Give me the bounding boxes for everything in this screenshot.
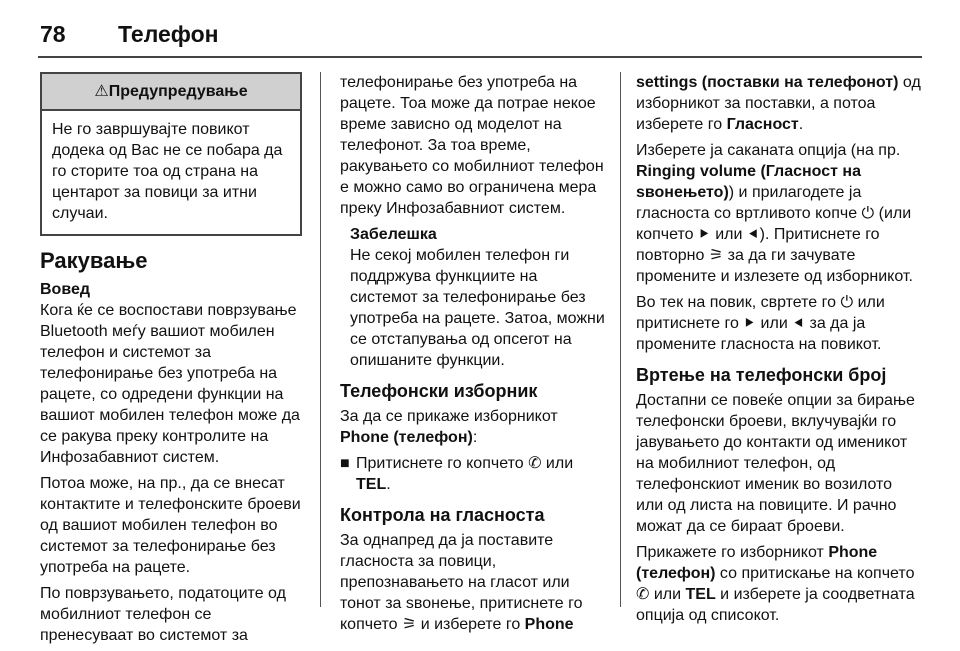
arrow-right-icon: ⯈ — [743, 315, 757, 332]
page-header — [40, 14, 219, 54]
bullet-item: ■ Притиснете го копчето ✆ или TEL. — [340, 455, 574, 493]
warning-title: Предупредување — [108, 83, 248, 100]
menu-paragraph: За да се прикаже изборникот Phone (телефон): — [340, 408, 558, 446]
heading-volume: Контрола на гласноста — [340, 505, 545, 525]
header-rule — [38, 56, 922, 58]
warning-body: Не го завршувајте повикот додека од Вас не се побара да го сторите тоа од страна на центарот за повици за итни случаи. — [52, 121, 283, 222]
column-divider-2 — [620, 72, 621, 607]
volume-label: Гласност — [726, 116, 799, 133]
call-volume-paragraph: Во тек на повик, свртете го ⏻ или притиснете го ⯈ или ⯇ за да ја промените гласноста на повикот. — [636, 294, 885, 353]
column-1 — [40, 72, 302, 651]
page-number: 78 — [40, 20, 66, 47]
ringing-volume-label: Ringing volume (Гласност на ѕвонењето) — [636, 163, 861, 201]
warning-header — [42, 74, 300, 111]
heading-dialing: Вртење на телефонски број — [636, 365, 887, 385]
knob-icon: ⏻ — [840, 294, 854, 311]
phone-button-icon: ✆ — [528, 455, 542, 472]
phone-key-icon: ⚞ — [401, 616, 417, 633]
arrow-left-icon: ⯇ — [792, 315, 806, 332]
paragraph-continued: телефонирање без употреба на рацете. Тоа може да потрае некое време зависно од моделот на телефонот. За тоа време, ракувањето со мобилниот телефон е можно само во ограничена мера преку Инфозабавниот систем. — [340, 74, 604, 217]
phone-button-icon: ✆ — [636, 586, 650, 603]
intro-paragraph-3: По поврзувањето, податоците од мобилниот телефон се пренесуваат во системот за — [40, 585, 286, 644]
settings-paragraph: settings (поставки на телефонот) од изборникот за поставки, а потоа изберете го Гласност. — [636, 74, 921, 133]
column-3 — [636, 72, 921, 631]
adjust-paragraph: Изберете ја саканата опција (на пр. Ringing volume (Гласност на ѕвонењето)) и прилагодете ја гласноста со вртливото копче ⏻ (или копчето ⯈ или ⯇). Притиснете го повторно ⚞ за да ги зачувате промените и излезете од изборникот. — [636, 142, 913, 285]
phone-key-icon: ⚞ — [708, 247, 724, 264]
warning-box — [40, 72, 302, 236]
intro-title: Вовед — [40, 281, 91, 298]
note-title: Забелешка — [350, 226, 437, 243]
bullet-marker: ■ — [340, 455, 350, 472]
section-title: Ракување — [40, 248, 148, 273]
phone-menu-label: Phone (телефон) — [340, 429, 473, 446]
volume-paragraph: За однапред да ја поставите гласноста за повици, препознавањето на гласот или тонот за ѕвонење, притиснете го копчето ⚞ и изберете го Phone — [340, 532, 583, 633]
chapter-title: Телефон — [118, 20, 219, 47]
arrow-right-icon: ⯈ — [697, 226, 711, 243]
dialing-paragraph: Достапни се повеќе опции за бирање телефонски броеви, вклучувајќи го јавувањето до контакти од именикот на мобилниот телефон, од телефонскиот именик во возилото или од листа на повиците. И рачно можат да се бираат броеви. — [636, 392, 915, 535]
phone-settings-label: Phone — [524, 616, 574, 633]
knob-icon: ⏻ — [861, 205, 875, 222]
menu-display-paragraph: Прикажете го изборникот Phone (телефон) со притискање на копчето ✆ или TEL и изберете ја соодветната опција од списокот. — [636, 544, 915, 624]
tel-label: TEL — [356, 476, 387, 493]
warning-icon: ⚠ — [94, 83, 109, 100]
intro-paragraph-2: Потоа може, на пр., да се внесат контактите и телефонските броеви од вашиот мобилен телефон во системот за телефонирање без употреба на рацете. — [40, 475, 301, 576]
note-body: Не секој мобилен телефон ги поддржува функциите на системот за телефонирање без употреба на рацете. Затоа, можни се отстапувања од опсегот на опишаните функции. — [350, 247, 605, 369]
column-2 — [340, 72, 605, 640]
note-block — [340, 224, 605, 371]
column-divider-1 — [320, 72, 321, 607]
heading-phone-menu: Телефонски изборник — [340, 381, 538, 401]
intro-paragraph-1: Кога ќе се воспостави поврзување Bluetooth меѓу вашиот мобилен телефон и системот за телефонирање без употреба на рацете, со одредени функции на вашиот мобилен телефон може да се ракува преку контролите на Инфозабавниот систем. — [40, 302, 300, 466]
arrow-left-icon: ⯇ — [746, 226, 760, 243]
